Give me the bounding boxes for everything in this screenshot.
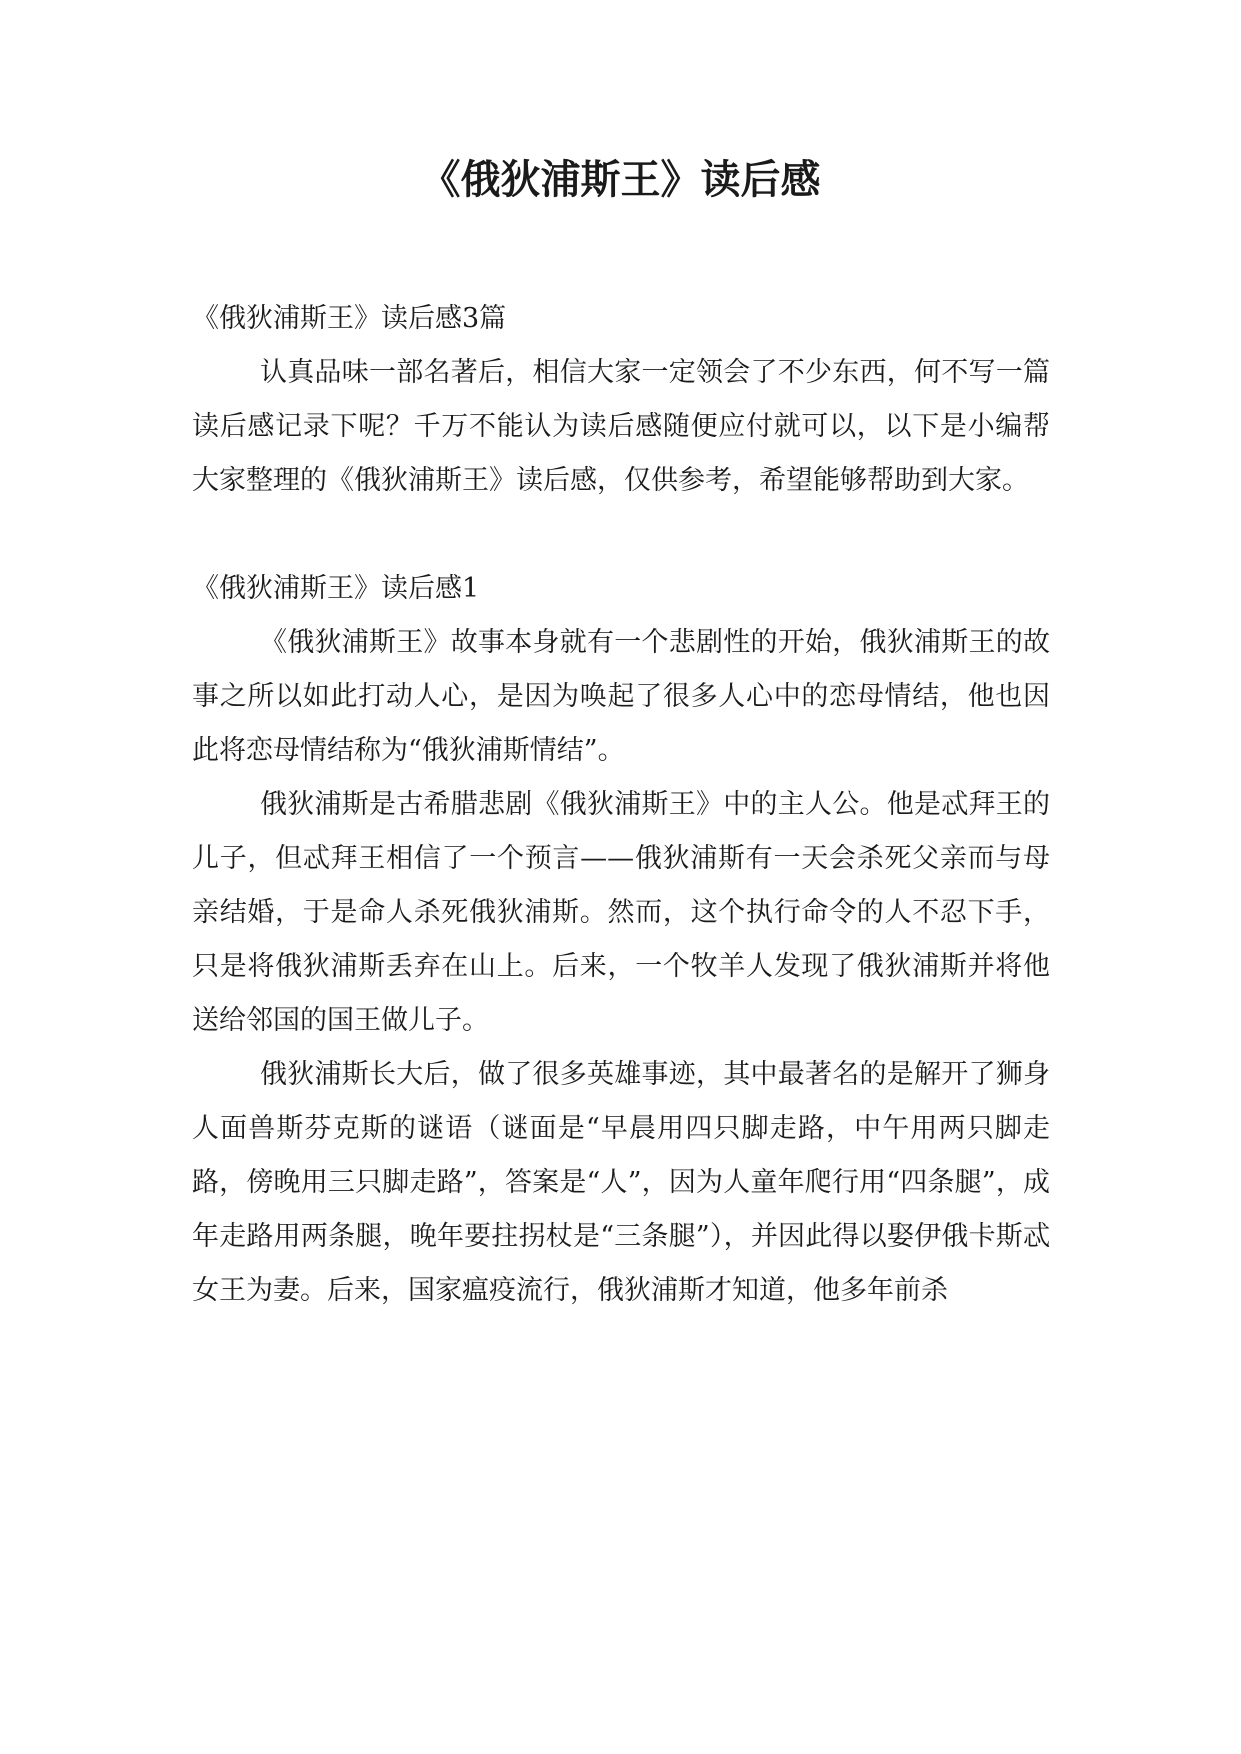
section1-paragraph-1: 《俄狄浦斯王》故事本身就有一个悲剧性的开始，俄狄浦斯王的故事之所以如此打动人心，是因为唤起了很多人心中的恋母情结，他也因此将恋母情结称为“俄狄浦斯情结”。 (192, 627, 1050, 766)
document-title: 《俄狄浦斯王》读后感 (420, 156, 821, 203)
intro-heading: 《俄狄浦斯王》读后感3篇 (192, 303, 507, 334)
section-spacer (192, 508, 1050, 562)
document-body (192, 292, 1050, 1318)
section1-paragraph-3: 俄狄浦斯长大后，做了很多英雄事迹，其中最著名的是解开了狮身人面兽斯芬克斯的谜语（谜面是“早晨用四只脚走路，中午用两只脚走路，傍晚用三只脚走路”，答案是“人”，因为人童年爬行用“四条腿”，成年走路用两条腿，晚年要拄拐杖是“三条腿”），并因此得以娶伊俄卡斯忒女王为妻。后来，国家瘟疫流行，俄狄浦斯才知道，他多年前杀 (192, 1059, 1050, 1306)
intro-paragraph: 认真品味一部名著后，相信大家一定领会了不少东西，何不写一篇读后感记录下呢？千万不能认为读后感随便应付就可以，以下是小编帮大家整理的《俄狄浦斯王》读后感，仅供参考，希望能够帮助到大家。 (192, 357, 1050, 496)
section1-paragraph-2: 俄狄浦斯是古希腊悲剧《俄狄浦斯王》中的主人公。他是忒拜王的儿子，但忒拜王相信了一个预言——俄狄浦斯有一天会杀死父亲而与母亲结婚，于是命人杀死俄狄浦斯。然而，这个执行命令的人不忍下手，只是将俄狄浦斯丢弃在山上。后来，一个牧羊人发现了俄狄浦斯并将他送给邻国的国王做儿子。 (192, 789, 1050, 1036)
section1-heading: 《俄狄浦斯王》读后感1 (192, 573, 480, 604)
